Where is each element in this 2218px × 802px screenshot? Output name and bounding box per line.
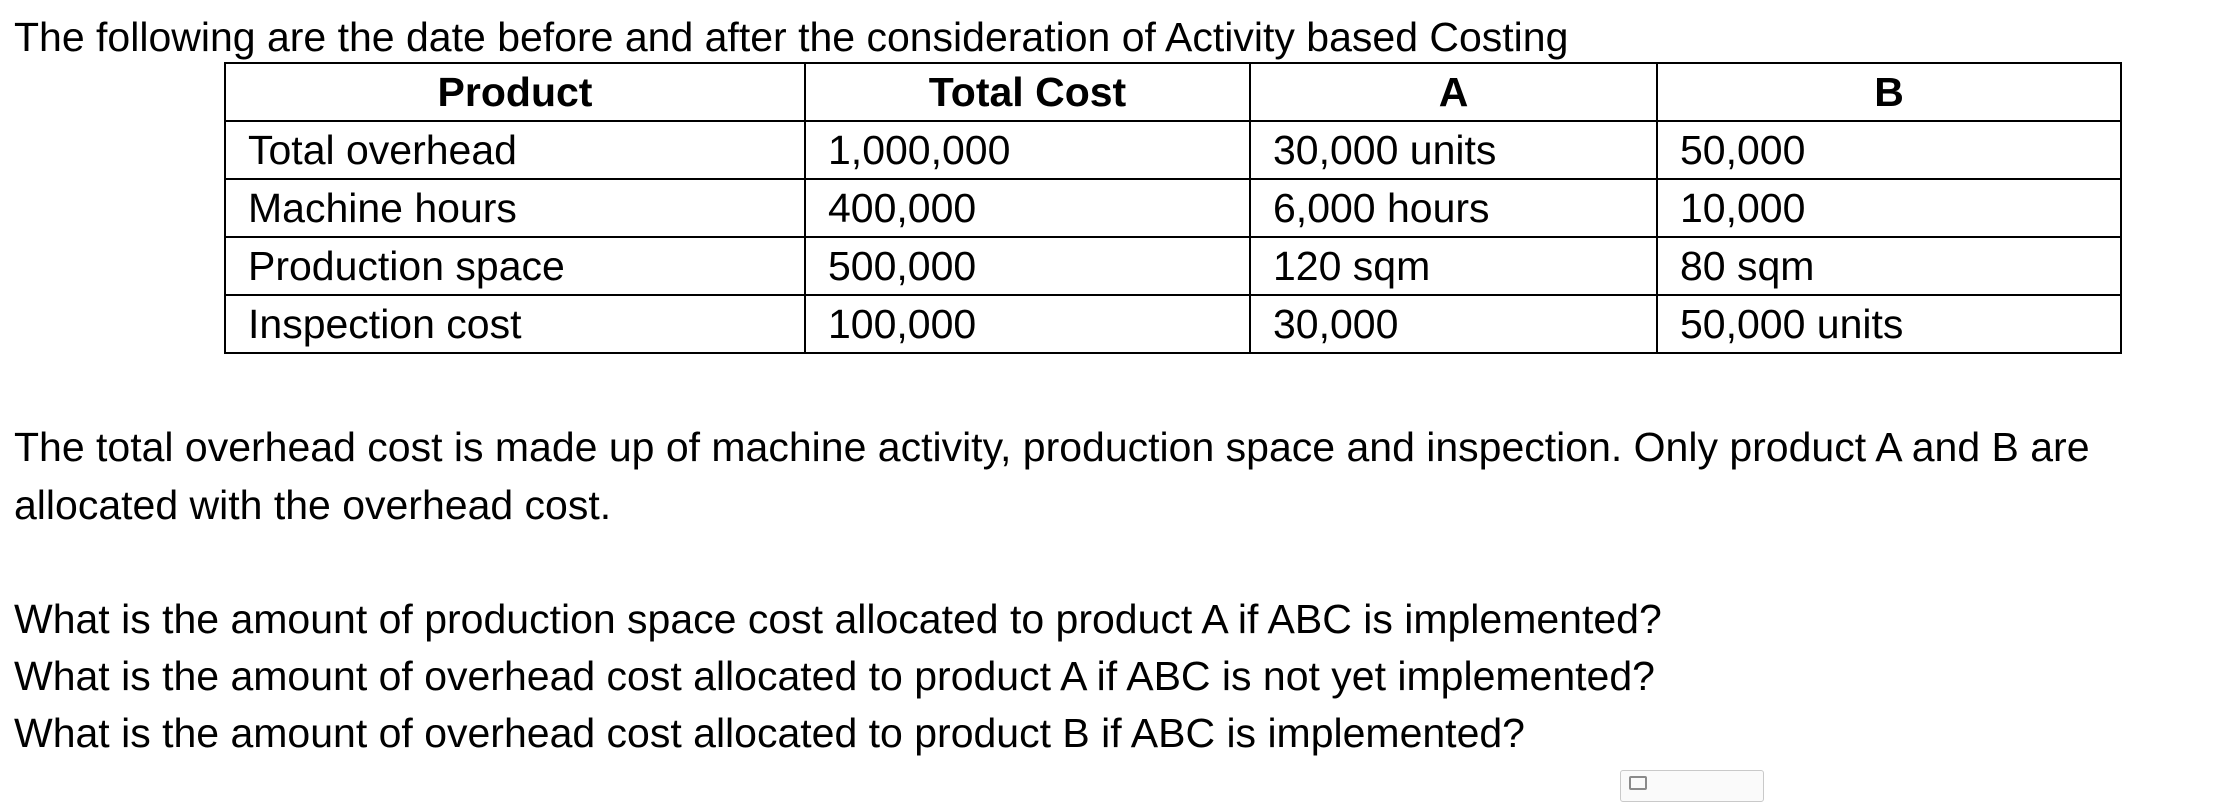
table-row <box>225 237 2121 295</box>
paragraph-line-1: The total overhead cost is made up of machine activity, production space and inspection. Only product A and B are <box>14 424 2090 470</box>
header-total-cost: Total Cost <box>805 63 1250 121</box>
table-cell: 50,000 <box>1657 121 2121 179</box>
table-row <box>225 121 2121 179</box>
table-cell: 120 sqm <box>1250 237 1657 295</box>
table-row <box>225 295 2121 353</box>
table-cell: 30,000 units <box>1250 121 1657 179</box>
paragraph-line-2: allocated with the overhead cost. <box>14 482 612 528</box>
table-cell: 500,000 <box>805 237 1250 295</box>
table-header-row <box>225 63 2121 121</box>
paste-options-button[interactable] <box>1620 770 1764 802</box>
table-cell: 1,000,000 <box>805 121 1250 179</box>
header-product: Product <box>225 63 805 121</box>
header-a: A <box>1250 63 1657 121</box>
table-cell: Production space <box>225 237 805 295</box>
intro-text: The following are the date before and after the consideration of Activity based Costing <box>14 14 1569 60</box>
table-cell: 30,000 <box>1250 295 1657 353</box>
table-row <box>225 179 2121 237</box>
table-cell: 400,000 <box>805 179 1250 237</box>
table-cell: 6,000 hours <box>1250 179 1657 237</box>
table-cell: 10,000 <box>1657 179 2121 237</box>
question-1: What is the amount of production space cost allocated to product A if ABC is implemented? <box>14 596 1662 642</box>
cost-table <box>224 62 2122 354</box>
table-cell: Total overhead <box>225 121 805 179</box>
table-cell: 80 sqm <box>1657 237 2121 295</box>
table-cell: 100,000 <box>805 295 1250 353</box>
question-3: What is the amount of overhead cost allocated to product B if ABC is implemented? <box>14 710 1525 756</box>
header-b: B <box>1657 63 2121 121</box>
table-cell: 50,000 units <box>1657 295 2121 353</box>
table-cell: Machine hours <box>225 179 805 237</box>
table-cell: Inspection cost <box>225 295 805 353</box>
question-2: What is the amount of overhead cost allocated to product A if ABC is not yet implemented? <box>14 653 1655 699</box>
